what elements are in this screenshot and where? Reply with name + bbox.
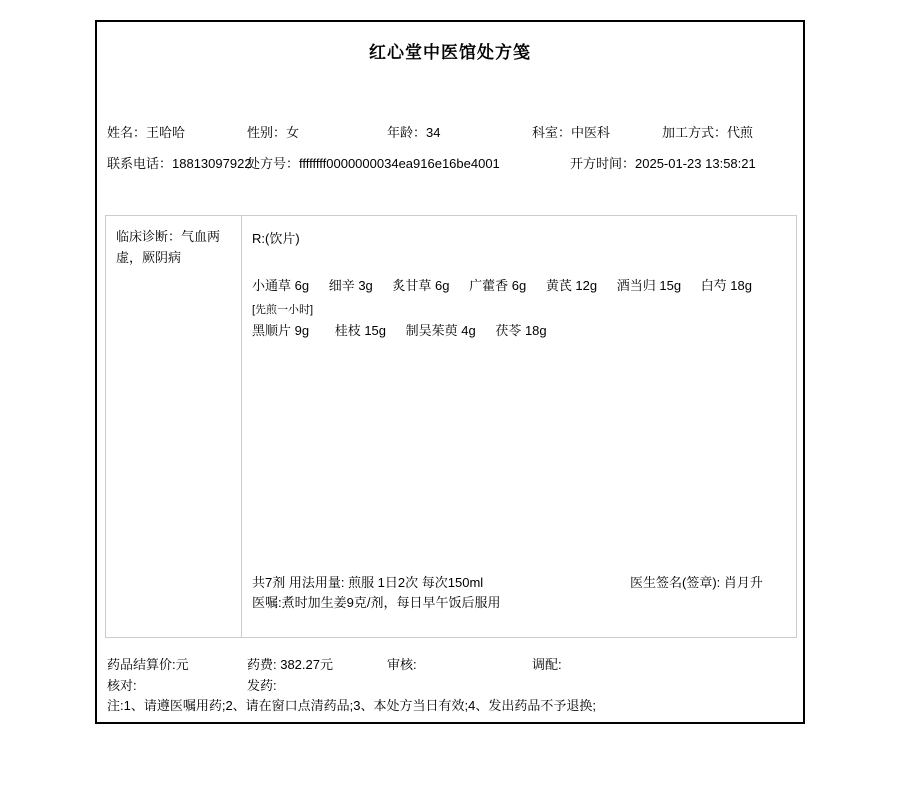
dispense-field: 发药:	[247, 678, 277, 693]
rx-number-label: 处方号：	[247, 156, 300, 171]
rx-number-value: ffffffff0000000034ea916e16be4001	[299, 156, 500, 171]
herb-item: 炙甘草 6g	[392, 278, 450, 293]
check-field: 核对:	[107, 678, 137, 693]
rx-bottom-row	[252, 573, 786, 615]
settle-price-field: 药品结算价:元	[107, 657, 189, 672]
issue-time-label: 开方时间：	[570, 156, 636, 171]
issue-time-value: 2025-01-23 13:58:21	[635, 156, 756, 171]
processing-method-label: 加工方式：	[662, 125, 728, 140]
herb-item: 细辛 3g	[328, 278, 373, 293]
fee-field: 药费: 382.27元	[247, 657, 333, 672]
patient-gender-field	[247, 122, 299, 141]
usage-line-2: 医嘱:煮时加生姜9克/剂，每日早午饭后服用	[252, 595, 501, 610]
doctor-signature: 医生签名(签章): 肖月升	[630, 575, 763, 590]
usage-block	[252, 573, 652, 613]
patient-name-field	[107, 122, 185, 141]
rx-number-field	[247, 153, 500, 172]
clinical-diagnosis-cell	[106, 216, 242, 637]
page-title: 红心堂中医馆处方笺	[369, 43, 531, 62]
usage-line-1: 共7剂 用法用量: 煎服 1日2次 每次150ml	[252, 575, 484, 590]
patient-gender-value: 女	[286, 125, 300, 140]
rx-content-cell	[242, 216, 796, 637]
herb-item: 小通草 6g	[252, 278, 310, 293]
rx-header: R:(饮片)	[252, 231, 300, 246]
processing-method-field	[662, 122, 753, 141]
prescription-sheet	[95, 20, 805, 724]
herb-item: 广藿香 6g	[469, 278, 527, 293]
issue-time-field	[570, 153, 756, 172]
patient-department-field	[532, 122, 610, 141]
decoction-note: [先煎一小时]	[252, 304, 314, 316]
compound-field: 调配:	[532, 657, 562, 672]
herb-line-2	[252, 320, 786, 339]
processing-method-value: 代煎	[727, 125, 754, 140]
herb-item: 黄芪 12g	[545, 278, 598, 293]
patient-age-value: 34	[426, 125, 441, 140]
phone-field	[107, 153, 252, 172]
patient-age-field	[387, 122, 440, 141]
patient-name-label: 姓名：	[107, 125, 147, 140]
herb-item: 桂枝 15g	[334, 323, 387, 338]
patient-department-value: 中医科	[571, 125, 611, 140]
phone-value: 18813097922	[172, 156, 252, 171]
herb-item: 酒当归 15g	[616, 278, 682, 293]
herb-line-1	[252, 275, 786, 294]
herb-item: 茯苓 18g	[495, 323, 547, 338]
herb-item: 白芍 18g	[700, 278, 752, 293]
herb-item: 制吴茱萸 4g	[405, 323, 476, 338]
diagnosis-label: 临床诊断：	[116, 229, 182, 244]
phone-label: 联系电话：	[107, 156, 173, 171]
diagnosis-value: 气血两虚，厥阴病	[116, 229, 221, 265]
patient-name-value: 王哈哈	[146, 125, 186, 140]
footer-note: 注:1、请遵医嘱用药;2、请在窗口点清药品;3、本处方当日有效;4、发出药品不予退换;	[107, 698, 596, 713]
patient-department-label: 科室：	[532, 125, 572, 140]
herb-item: 黑顺片 9g	[252, 323, 310, 338]
prescription-table	[105, 215, 797, 638]
review-field: 审核:	[387, 657, 417, 672]
patient-age-label: 年龄：	[387, 125, 427, 140]
patient-gender-label: 性别：	[247, 125, 287, 140]
